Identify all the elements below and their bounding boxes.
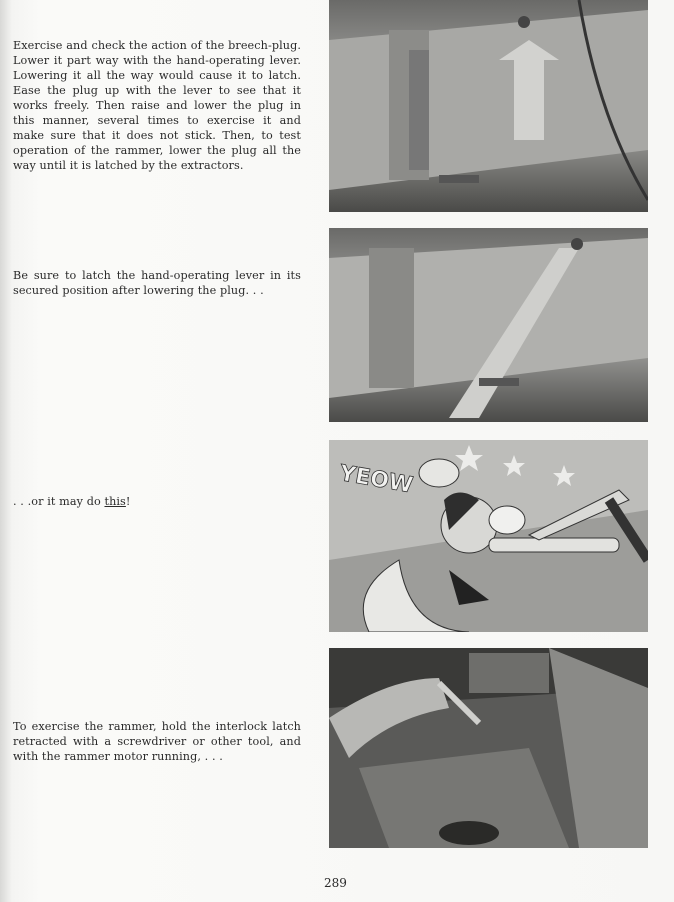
cartoon-sound-effect: YEOW: [337, 461, 415, 499]
paragraph-warning: [13, 494, 301, 509]
photo-interlock-latch: [329, 648, 648, 848]
warning-prefix: . . .or it may do: [13, 495, 105, 508]
page-number: 289: [324, 876, 347, 890]
warning-emphasis: this: [104, 495, 126, 508]
warning-suffix: !: [125, 495, 131, 508]
paragraph-latch-lever: Be sure to latch the hand-operating lever in its secured position after lowering the plug. . .: [13, 269, 301, 297]
paragraph-breechplug: Exercise and check the action of the breech-plug. Lower it part way with the hand-operating lever. Lowering it all the way would cause it to latch. Ease the plug up with the lever to see that it works freely. Then raise and lower the plug in this manner, several times to exercise it and make sure that it does not stick. Then, to test operation of the rammer, lower the plug all the way until it is latched by the extractors.: [13, 39, 301, 172]
photo-lever-latched: [329, 228, 648, 422]
paragraph-rammer: To exercise the rammer, hold the interlock latch retracted with a screwdriver or other tool, and with the rammer motor running, . . .: [13, 720, 301, 763]
cartoon-sailor-struck: [329, 440, 648, 632]
photo-breechplug-lowering: [329, 0, 648, 212]
